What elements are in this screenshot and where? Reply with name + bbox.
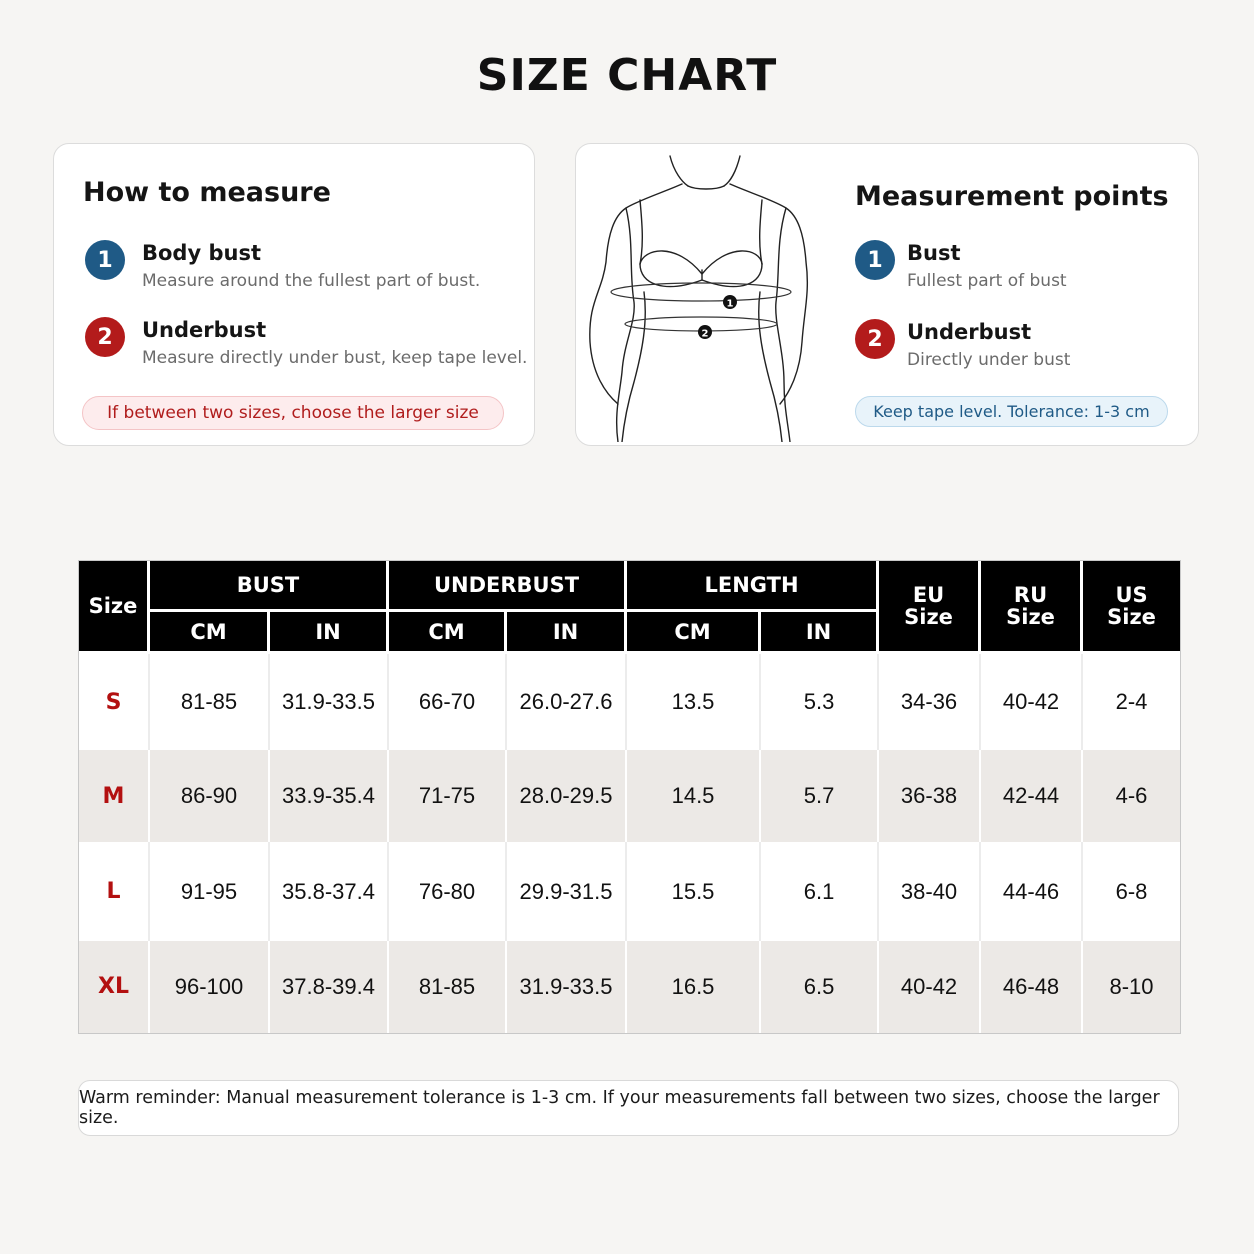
table-cell: 35.8-37.4 <box>270 842 389 940</box>
header-size: Size <box>79 561 150 654</box>
step-number-badge: 1 <box>85 240 125 280</box>
point-description: Directly under bust <box>907 350 1071 370</box>
table-cell: 14.5 <box>627 750 761 842</box>
header-ru-line1: RU <box>1013 583 1048 607</box>
tolerance-badge: Keep tape level. Tolerance: 1-3 cm <box>855 396 1168 427</box>
header-unit: CM <box>389 612 507 654</box>
table-cell: 8-10 <box>1083 941 1180 1033</box>
underbust-marker: 2 <box>701 328 709 340</box>
table-cell: 40-42 <box>981 654 1083 750</box>
table-cell: 76-80 <box>389 842 507 940</box>
header-us-line1: US <box>1115 583 1148 607</box>
point-title: Underbust <box>907 320 1032 344</box>
header-unit: CM <box>150 612 270 654</box>
point-bust <box>855 240 1067 292</box>
table-cell: 6.1 <box>761 842 879 940</box>
table-cell: 42-44 <box>981 750 1083 842</box>
table-cell: 4-6 <box>1083 750 1180 842</box>
step-description: Measure around the fullest part of bust. <box>142 271 481 291</box>
header-eu-size <box>879 561 981 654</box>
measurement-points-card <box>575 143 1199 446</box>
step-description: Measure directly under bust, keep tape level. <box>142 348 528 368</box>
page-title: SIZE CHART <box>476 50 778 101</box>
size-tip-badge: If between two sizes, choose the larger size <box>82 396 504 430</box>
table-cell: 81-85 <box>389 941 507 1033</box>
table-cell: 40-42 <box>879 941 981 1033</box>
table-cell: 33.9-35.4 <box>270 750 389 842</box>
table-cell: 46-48 <box>981 941 1083 1033</box>
table-row <box>79 750 1180 842</box>
table-cell: 26.0-27.6 <box>507 654 627 750</box>
step-underbust <box>85 317 527 369</box>
header-unit: IN <box>507 612 627 654</box>
step-number-badge: 2 <box>85 317 125 357</box>
table-cell: 28.0-29.5 <box>507 750 627 842</box>
header-ru-line2: Size <box>1006 605 1055 629</box>
header-underbust: UNDERBUST <box>389 561 627 612</box>
table-cell: 31.9-33.5 <box>270 654 389 750</box>
point-title: Bust <box>907 241 961 265</box>
table-cell: 37.8-39.4 <box>270 941 389 1033</box>
step-title: Underbust <box>142 318 267 342</box>
size-label: XL <box>79 941 150 1033</box>
size-label: M <box>79 750 150 842</box>
table-cell: 31.9-33.5 <box>507 941 627 1033</box>
measurement-points-heading: Measurement points <box>855 181 1169 212</box>
header-us-line2: Size <box>1107 605 1156 629</box>
size-label: L <box>79 842 150 940</box>
header-length: LENGTH <box>627 561 879 612</box>
table-cell: 81-85 <box>150 654 270 750</box>
step-title: Body bust <box>142 241 261 265</box>
table-cell: 5.7 <box>761 750 879 842</box>
table-cell: 6-8 <box>1083 842 1180 940</box>
how-to-measure-card <box>53 143 535 446</box>
table-cell: 91-95 <box>150 842 270 940</box>
bust-marker: 1 <box>726 298 734 310</box>
table-cell: 66-70 <box>389 654 507 750</box>
header-unit: CM <box>627 612 761 654</box>
point-description: Fullest part of bust <box>907 271 1067 291</box>
size-label: S <box>79 654 150 750</box>
table-row <box>79 654 1180 750</box>
table-cell: 71-75 <box>389 750 507 842</box>
table-cell: 36-38 <box>879 750 981 842</box>
header-unit: IN <box>761 612 879 654</box>
header-eu-line2: Size <box>904 605 953 629</box>
size-table <box>78 560 1181 1034</box>
table-cell: 6.5 <box>761 941 879 1033</box>
table-row <box>79 941 1180 1033</box>
step-body-bust <box>85 240 480 292</box>
table-cell: 44-46 <box>981 842 1083 940</box>
point-number-badge: 1 <box>855 240 895 280</box>
table-cell: 34-36 <box>879 654 981 750</box>
how-to-measure-heading: How to measure <box>83 177 331 208</box>
header-ru-size <box>981 561 1083 654</box>
table-cell: 16.5 <box>627 941 761 1033</box>
header-eu-line1: EU <box>912 583 945 607</box>
header-bust: BUST <box>150 561 389 612</box>
header-unit: IN <box>270 612 389 654</box>
warm-reminder: Warm reminder: Manual measurement tolerance is 1-3 cm. If your measurements fall between two sizes, choose the larger size. <box>78 1080 1179 1136</box>
point-number-badge: 2 <box>855 319 895 359</box>
table-cell: 86-90 <box>150 750 270 842</box>
body-figure-illustration <box>584 152 814 442</box>
table-cell: 2-4 <box>1083 654 1180 750</box>
table-cell: 29.9-31.5 <box>507 842 627 940</box>
header-us-size <box>1083 561 1180 654</box>
point-underbust <box>855 319 1070 371</box>
table-cell: 5.3 <box>761 654 879 750</box>
table-cell: 15.5 <box>627 842 761 940</box>
table-cell: 38-40 <box>879 842 981 940</box>
table-cell: 13.5 <box>627 654 761 750</box>
table-row <box>79 842 1180 940</box>
table-cell: 96-100 <box>150 941 270 1033</box>
